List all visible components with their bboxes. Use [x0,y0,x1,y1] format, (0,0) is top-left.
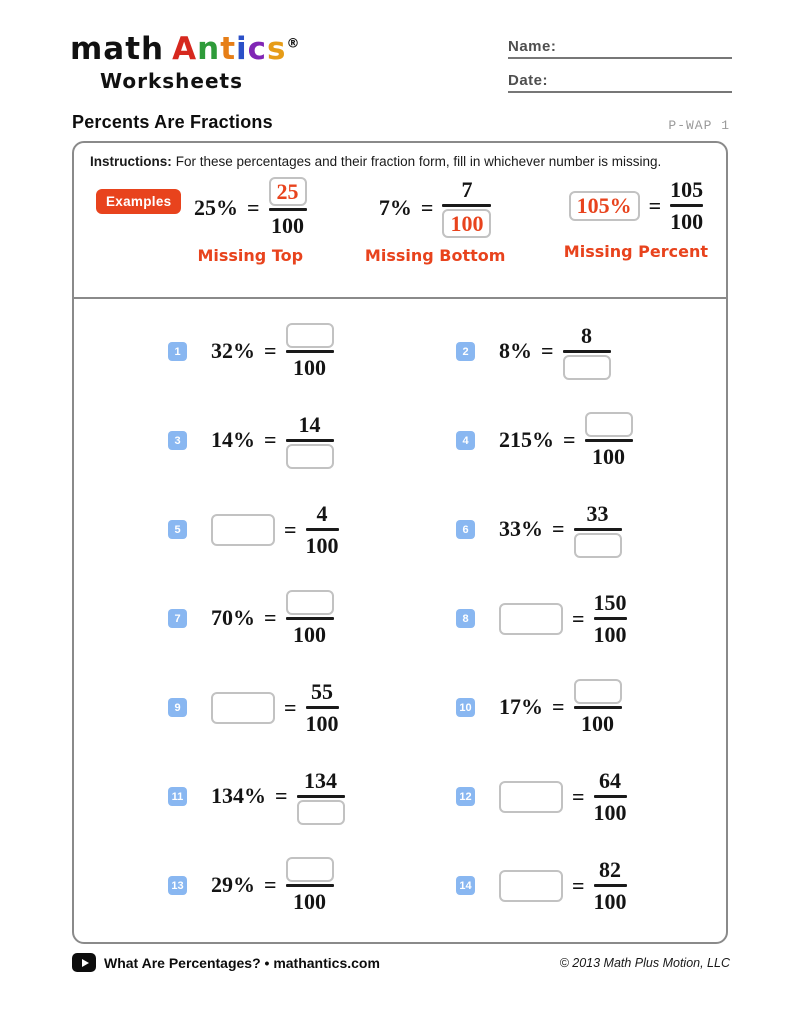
equals-sign: = [552,694,565,720]
problem-number-badge: 6 [456,520,475,539]
percent-value: 29% [211,872,255,898]
numerator-blank-box[interactable] [286,857,334,882]
denominator-blank-box[interactable] [574,533,622,558]
fraction [297,768,345,825]
example-item [564,177,708,265]
problem-row [74,307,400,396]
percent-blank-box[interactable] [499,603,563,635]
equals-sign: = [264,338,277,364]
instructions-text: For these percentages and their fraction form, fill in whichever number is missing. [175,154,662,169]
problem-row [400,841,726,930]
numerator-value: 64 [599,767,622,793]
fraction-bar [286,350,334,353]
fraction-bar [269,208,307,211]
name-field[interactable] [508,38,732,59]
numerator-value: 82 [599,856,622,882]
percent-value: 17% [499,694,543,720]
problem-row [74,574,400,663]
logo-letter: n [197,31,221,67]
equation [499,679,622,736]
examples-row [194,177,708,265]
fraction-bar [297,795,345,798]
percent-blank-box[interactable] [499,870,563,902]
equation [569,177,704,234]
fraction [563,323,611,380]
page-title: Percents Are Fractions [72,112,273,132]
fraction-bar [574,706,622,709]
worksheet-frame [72,141,728,944]
equation [499,412,633,469]
denominator-value: 100 [593,888,627,914]
percent-value: 134% [211,783,266,809]
logo-letter: t [220,31,237,67]
fraction [286,590,334,647]
denominator-blank-box[interactable] [297,800,345,825]
equation [499,857,627,914]
numerator-value: 7 [461,177,473,202]
fraction-bar [286,884,334,887]
denominator-value: 100 [305,532,339,558]
fraction [442,177,491,238]
denominator-value: 100 [593,799,627,825]
percent-value: 25% [194,194,238,220]
equals-sign: = [541,338,554,364]
problem-number-badge: 14 [456,876,475,895]
problem-number-badge: 2 [456,342,475,361]
denominator-value: 100 [293,354,327,380]
equals-sign: = [572,605,585,631]
fraction [574,501,622,558]
denominator-blank-box[interactable] [563,355,611,380]
logo-letter: A [172,31,198,67]
problem-row [400,574,726,663]
percent-answer-box: 105% [569,191,640,221]
equals-sign: = [284,694,297,720]
example-item [194,177,307,265]
numerator-value: 14 [298,412,321,438]
example-caption: Missing Percent [563,242,708,262]
problem-number-badge: 9 [168,698,187,717]
problem-number-badge: 3 [168,431,187,450]
problem-row [400,485,726,574]
denominator-value: 100 [271,212,305,238]
equation [499,768,627,825]
name-date-block [508,38,732,106]
problem-number-badge: 11 [168,787,187,806]
fraction-bar [574,528,622,531]
equals-sign: = [552,516,565,542]
logo-letter: i [236,31,248,67]
numerator-value: 4 [316,500,328,526]
equals-sign: = [264,427,277,453]
name-label: Name: [508,38,557,55]
logo-letter: s [267,31,287,67]
equation [379,177,492,238]
denominator-value: 100 [293,621,327,647]
example-caption: Missing Bottom [364,246,506,266]
example-item [365,177,506,265]
percent-blank-box[interactable] [499,781,563,813]
problem-row [400,307,726,396]
fraction [594,857,627,914]
problem-row [74,663,400,752]
problem-row [400,396,726,485]
percent-value: 7% [378,194,412,220]
fraction [594,768,627,825]
numerator-value: 134 [304,768,338,794]
percent-value: 70% [211,605,255,631]
percent-value: 14% [211,427,255,453]
video-title: What Are Percentages? • mathantics.com [104,954,380,971]
denominator-value: 100 [592,443,626,469]
equals-sign: = [264,605,277,631]
equals-sign: = [648,192,662,218]
problem-row [74,485,400,574]
percent-value: 33% [499,516,543,542]
fraction-bar [594,795,627,798]
equals-sign: = [264,872,277,898]
numerator-value: 33 [586,501,609,527]
fraction-bar [670,204,703,207]
problem-row [74,841,400,930]
percent-blank-box[interactable] [211,692,275,724]
page-footer [72,953,730,972]
equals-sign: = [420,194,434,220]
footer-video-link [72,953,380,972]
percent-value: 32% [211,338,255,364]
instructions-and-examples-section [74,143,726,299]
fraction [574,679,622,736]
numerator-blank-box[interactable] [574,679,622,704]
equation [211,590,334,647]
problem-number-badge: 4 [456,431,475,450]
example-caption: Missing Top [197,246,304,266]
logo-word-math: math [70,31,165,67]
fraction-bar [442,204,491,207]
instructions [74,143,726,169]
copyright-text: © 2013 Math Plus Motion, LLC [559,955,730,970]
equals-sign: = [247,194,260,220]
denominator-value: 100 [581,710,615,736]
equals-sign: = [572,783,585,809]
numerator-value: 8 [581,323,593,349]
fraction [594,590,627,647]
numerator-blank-box[interactable] [286,590,334,615]
fraction [286,412,334,469]
equation [499,501,622,558]
equation [211,768,345,825]
instructions-label: Instructions: [90,154,172,169]
equation [194,177,307,238]
denominator-value: 100 [305,710,339,736]
fraction [585,412,633,469]
problem-number-badge: 10 [456,698,475,717]
equation [211,679,339,736]
equation [211,501,339,558]
numerator-answer-box: 25 [269,177,307,206]
equation [211,323,334,380]
problem-number-badge: 8 [456,609,475,628]
problem-row [400,663,726,752]
problems-grid [74,299,726,942]
fraction-bar [563,350,611,353]
equation [211,412,334,469]
numerator-value: 150 [593,589,627,615]
numerator-blank-box[interactable] [286,323,334,348]
worksheet-code: P-WAP 1 [668,118,730,133]
problem-number-badge: 12 [456,787,475,806]
logo-subtitle: Worksheets [100,69,243,93]
fraction-bar [306,528,339,531]
fraction-bar [594,617,627,620]
denominator-value: 100 [593,621,627,647]
fraction-bar [594,884,627,887]
registered-trademark-mark: ® [286,36,301,52]
logo-word-antics [172,31,286,67]
equals-sign: = [572,872,585,898]
numerator-value: 55 [311,678,334,704]
equation [499,590,627,647]
equals-sign: = [563,427,576,453]
problem-number-badge: 1 [168,342,187,361]
problem-row [400,752,726,841]
equation [211,857,334,914]
numerator-value: 105 [670,177,704,202]
problem-row [74,752,400,841]
fraction [286,857,334,914]
percent-blank-box[interactable] [211,514,275,546]
logo-letter: c [247,31,268,67]
problem-number-badge: 7 [168,609,187,628]
fraction-bar [286,617,334,620]
play-icon [72,953,96,972]
denominator-blank-box[interactable] [286,444,334,469]
examples-badge: Examples [96,189,181,214]
date-field[interactable] [508,72,732,93]
equation [499,323,611,380]
denominator-answer-box: 100 [442,209,491,238]
fraction-bar [286,439,334,442]
denominator-value: 100 [670,208,704,234]
equals-sign: = [275,783,288,809]
play-triangle-icon [82,959,89,967]
denominator-value: 100 [293,888,327,914]
date-label: Date: [508,72,549,89]
percent-value: 215% [499,427,554,453]
fraction [286,323,334,380]
fraction [269,177,307,238]
fraction [306,501,339,558]
logo-wordmark [70,31,301,67]
fraction-bar [306,706,339,709]
equals-sign: = [284,516,297,542]
fraction-bar [585,439,633,442]
mathantics-logo [70,31,301,93]
fraction [306,679,339,736]
numerator-blank-box[interactable] [585,412,633,437]
problem-number-badge: 13 [168,876,187,895]
problem-row [74,396,400,485]
percent-value: 8% [499,338,532,364]
title-row [72,112,730,133]
fraction [670,177,703,234]
problem-number-badge: 5 [168,520,187,539]
